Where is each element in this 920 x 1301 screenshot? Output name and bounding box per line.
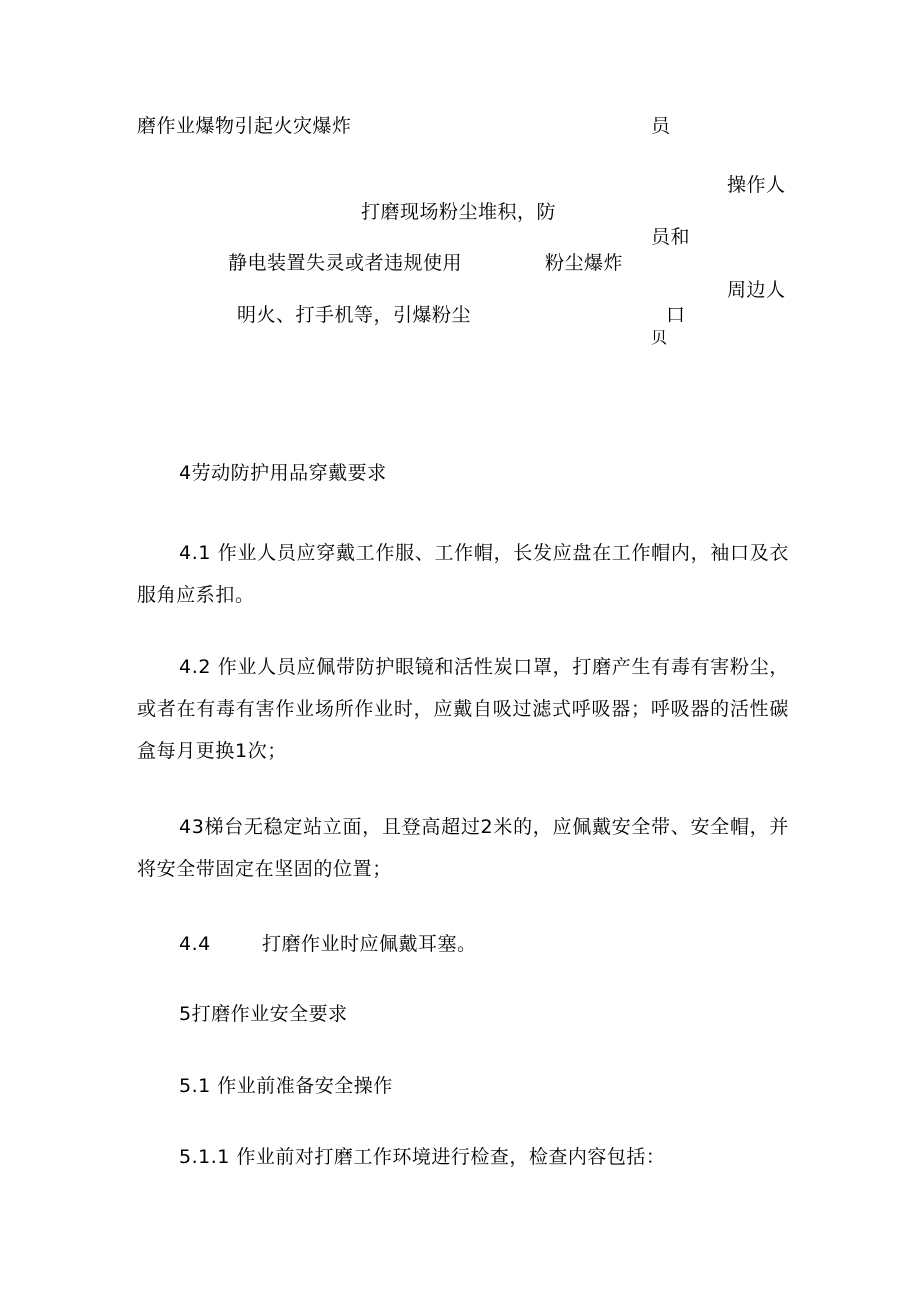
- row2-description-line1: 打磨现场粉尘堆积，防: [361, 201, 557, 223]
- row2-person-line5: 贝: [651, 328, 668, 347]
- paragraph-4-4-text: 打磨作业时应佩戴耳塞。: [262, 933, 477, 955]
- row2-description-line3: 明火、打手机等，引爆粉尘: [237, 304, 472, 326]
- row2-person-line1: 操作人: [727, 174, 786, 196]
- row1-description: 磨作业爆物引起火灾爆炸: [137, 115, 352, 137]
- paragraph-5-1-1: 5.1.1 作业前对打磨工作环境进行检查，检查内容包括：: [179, 1146, 666, 1168]
- section-4-heading: 4劳动防护用品穿戴要求: [179, 462, 387, 484]
- paragraph-4-1: 4.1 作业人员应穿戴工作服、工作帽，长发应盘在工作帽内，袖口及衣服角应系扣。: [137, 542, 789, 606]
- row2-person-line2: 员和: [651, 226, 691, 248]
- row2-person-line4: 口: [666, 304, 686, 326]
- row2-person-line3: 周边人: [727, 279, 786, 301]
- row2-hazard: 粉尘爆炸: [545, 252, 624, 274]
- row1-person: 员: [651, 115, 671, 137]
- row2-description-line2: 静电装置失灵或者违规使用: [228, 252, 463, 274]
- paragraph-4-4-number: 4.4: [179, 933, 211, 955]
- section-5-heading: 5打磨作业安全要求: [179, 1003, 348, 1025]
- paragraph-5-1: 5.1 作业前准备安全操作: [179, 1075, 393, 1097]
- paragraph-4-2: 4.2 作业人员应佩带防护眼镜和活性炭口罩，打磨产生有毒有害粉尘，或者在有毒有害作业场所作业时，应戴自吸过滤式呼吸器；呼吸器的活性碳盒每月更换1次；: [137, 656, 789, 762]
- paragraph-4-3: 43梯台无稳定站立面，且登高超过2米的，应佩戴安全带、安全帽，并将安全带固定在坚固的位置；: [137, 816, 789, 880]
